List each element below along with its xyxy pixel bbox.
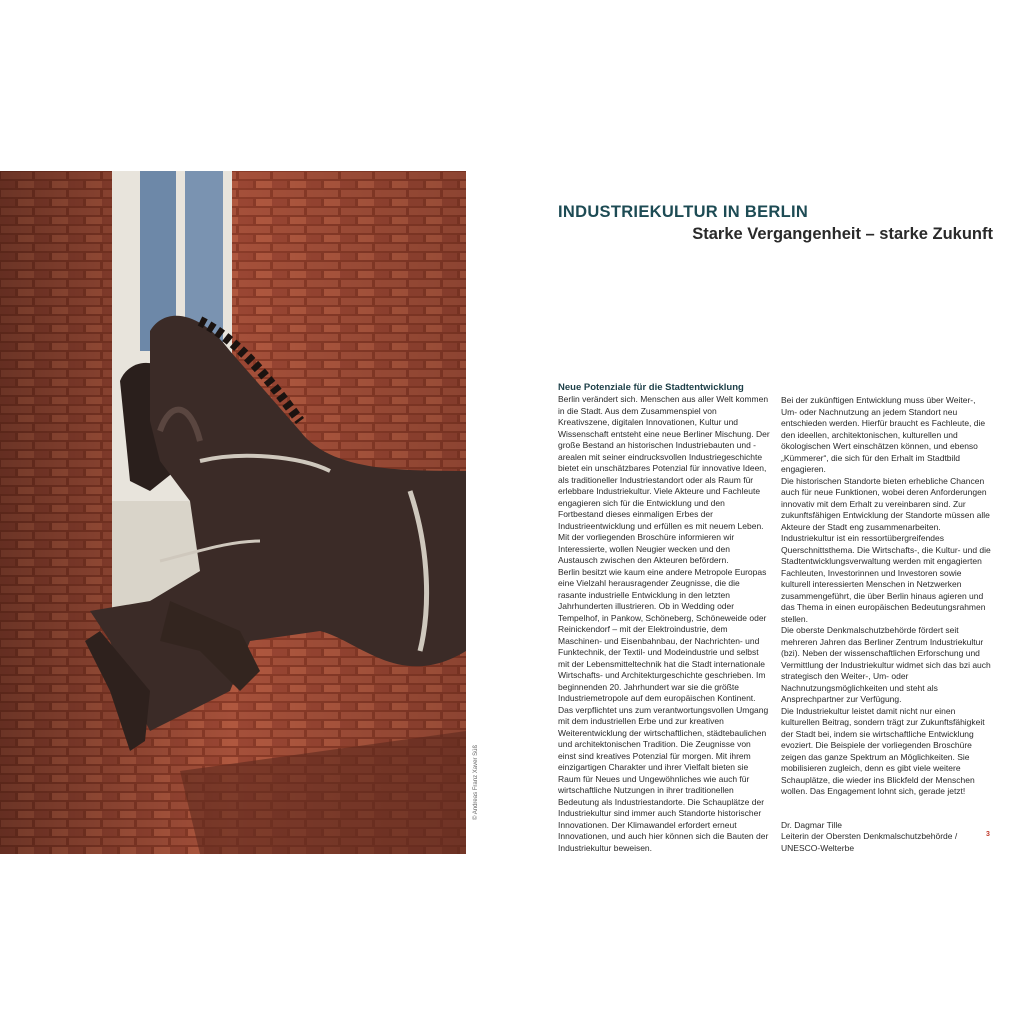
page-subtitle: Starke Vergangenheit – starke Zukunft xyxy=(692,225,993,243)
paragraph: Berlin verändert sich. Menschen aus aller Welt kommen in die Stadt. Aus dem Zusammenspiel von Kreativszene, digitalen Innovationen, Kultur und Wissenschaft entsteht eine neue Berliner Mischung. Der große Bestand an historischen Industriebauten und -arealen mit seiner eindrucksvollen Industriegeschichte bietet ein unschätzbares Potenzial für innovative Ideen, als traditioneller Industriestandort oder als Raum für erlebbare Industriekultur. Viele Akteure und Fachleute engagieren sich für die Entwicklung und den Fortbestand dieses einmaligen Erbes der Industrieentwicklung und erfüllen es mit neuem Leben. Mit der vorliegenden Broschüre informieren wir Interessierte, wollen Neugier wecken und den Austausch zwischen den Akteuren befördern. xyxy=(558,394,770,565)
horse-sculpture-photo xyxy=(0,171,466,854)
page-number: 3 xyxy=(986,831,990,838)
photo-credit: © Andreas Franz Xaver Süß xyxy=(473,744,479,820)
paragraph: Die oberste Denkmalschutzbehörde fördert seit mehreren Jahren das Berliner Zentrum Industriekultur (bzi). Neben der wissenschaftlichen Erforschung und Vermittlung der Industriekultur widmet sich das bzi auch strategisch den Weiter-, Um- oder Nachnutzungsmöglichkeiten und steht als Ansprechpartner zur Verfügung. xyxy=(781,625,991,704)
paragraph: Die historischen Standorte bieten erhebliche Chancen auch für neue Funktionen, wobei deren Anforderungen innovativ mit dem Erhalt zu vereinbaren sind. Zur zukunftsfähigen Entwicklung der Standorte müssen alle Akteure der Stadt eng zusammenarbeiten. Industriekultur ist ein ressortübergreifendes Querschnittsthema. Die Wirtschafts-, die Kultur- und die Stadtentwicklungsverwaltung werden mit engagierten Fachleuten, Investorinnen und Investoren sowie kulturell interessierten Menschen in Netzwerken zusammengeführt, die über Berlin hinaus agieren und das Thema in einen europäischen Bedeutungsrahmen stellen. xyxy=(781,475,991,624)
signature-role: Leiterin der Obersten Denkmalschutzbehörde / UNESCO-Welterbe xyxy=(781,831,958,853)
section-heading: Neue Potenziale für die Stadtentwicklung xyxy=(558,382,744,393)
signature-name: Dr. Dagmar Tille xyxy=(781,819,842,830)
page-title: INDUSTRIEKULTUR IN BERLIN xyxy=(558,203,809,221)
paragraph: Die Industriekultur leistet damit nicht nur einen kulturellen Beitrag, sondern trägt zur Zukunftsfähigkeit der Stadt bei, indem sie wirtschaftliche Entwicklung evoziert. Die Beispiele der vorliegenden Broschüre zeigen das ganze Spektrum an Möglichkeiten. Sie mobilisieren zugleich, denn es gibt viele weitere Schauplätze, die wieder ins Blickfeld der Menschen wollen. Das Engagement lohnt sich, gerade jetzt! xyxy=(781,705,985,796)
paragraph: Berlin besitzt wie kaum eine andere Metropole Europas eine Vielzahl herausragender Zeugnisse, die die rasante industrielle Entwicklung in den letzten Jahrhunderten illustrieren. Ob in Wedding oder Tempelhof, in Pankow, Schöneberg, Schöneweide oder Reinickendorf – mit der Elektroindustrie, dem Maschinen- und Eisenbahnbau, der Nachrichten- und Funktechnik, der Textil- und Modeindustrie und selbst mit der Lebensmitteltechnik hat die Stadt internationale Wirtschafts- und Architekturgeschichte geschrieben. Im beginnenden 20. Jahrhundert war sie die größte Industriemetropole auf dem europäischen Kontinent. Das verpflichtet uns zum verantwortungsvollen Umgang mit dem industriellen Erbe und zur kreativen Weiterentwicklung der wirtschaftlichen, städtebaulichen und architektonischen Tradition. Die Zeugnisse von einst sind kreatives Potenzial für morgen. Mit ihrem einzigartigen Charakter und ihrer Vielfalt bieten sie Raum für Neues und Ungewöhnliches wie auch für wirtschaftliche Nutzungen in ihrer traditionellen Bedeutung als Industriestandorte. Die Schauplätze der Industriekultur sind immer auch Standorte historischer Innovationen. Der Klimawandel erfordert erneut Innovationen, und auch hier können sich die Bauten der Industriekultur beweisen. xyxy=(558,566,769,853)
text-column-right xyxy=(781,395,993,854)
text-column-left xyxy=(558,381,770,854)
paragraph: Bei der zukünftigen Entwicklung muss über Weiter-, Um- oder Nachnutzung an jedem Standort neu entschieden werden. Hierfür braucht es Fachleute, die den ideellen, architektonischen, kulturellen und ökologischen Wert einschätzen können, und ebenso „Kümmerer“, die sich für den Erhalt im Stadtbild engagieren. xyxy=(781,395,986,474)
